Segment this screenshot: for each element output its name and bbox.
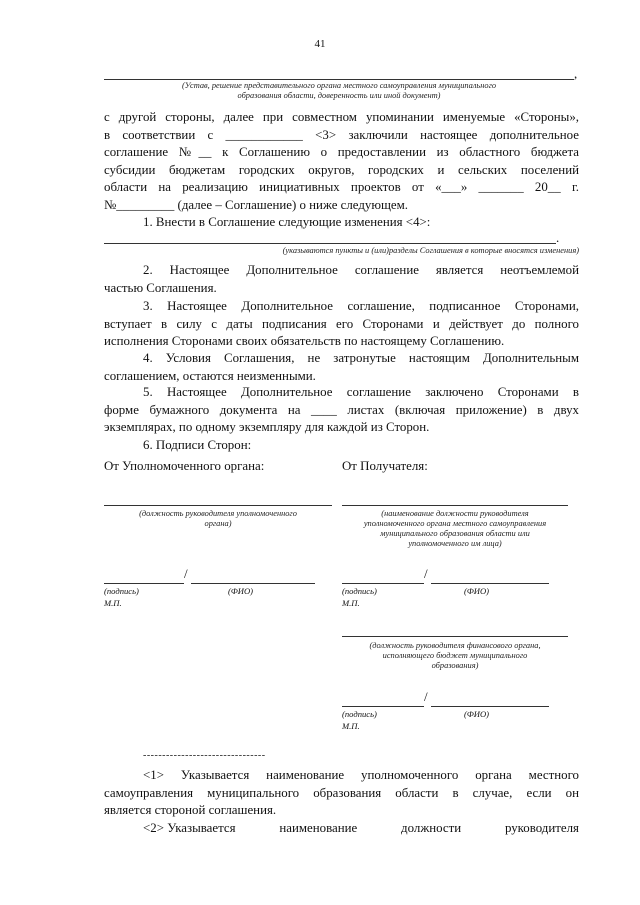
item-1-blank-line [104,243,556,244]
footnote-2: <2> Указывается наименование должности руководителя [143,821,579,835]
right-sign-line [342,583,424,584]
right-fio-line-2 [431,706,549,707]
left-sign-line [104,583,184,584]
page-number: 41 [314,38,326,50]
right-fin-hint: (должность руководителя финансового органа, исполняющего бюджет муниципального образования) [369,641,541,670]
left-signature-heading: От Уполномоченного органа: [104,459,265,473]
right-fio-label-2: (ФИО) [464,709,490,719]
left-fio-label: (ФИО) [228,586,254,596]
item-1-line-end: . [556,231,560,245]
right-sign-line-2 [342,706,424,707]
footnote-1: <1> Указывается наименование уполномоченного органа местного самоуправления муниципального образования области в случае, если он является стороной соглашения. [104,768,579,818]
left-sign-label: (подпись) [104,586,139,596]
item-1: 1. Внести в Соглашение следующие изменения <4>: [143,215,431,229]
right-fio-label: (ФИО) [464,586,490,596]
top-line-comma: , [574,67,578,81]
top-blank-line [104,79,574,80]
item-4: 4. Условия Соглашения, не затронутые настоящим Дополнительным соглашением, остаются неизменными. [104,351,579,383]
right-signature-heading: От Получателя: [342,459,428,473]
right-position-hint: (наименование должности руководителя уполномоченного органа местного самоуправления муниципального образования области или уполномоченного им лица) [363,509,547,548]
left-seal: М.П. [104,598,122,608]
right-fin-position-line [342,636,568,637]
right-sign-label-2: (подпись) [342,709,377,719]
right-fio-line [431,583,549,584]
item-1-hint: (указываются пункты и (или)разделы Соглашения в которые вносятся изменения) [282,246,579,255]
item-3: 3. Настоящее Дополнительное соглашение, подписанное Сторонами, вступает в силу с даты подписания его Сторонами и действует до полного исполнения Сторонами своих обязательств по настоящему Соглашению. [104,299,579,349]
right-seal-2: М.П. [342,721,360,731]
left-position-line [104,505,332,506]
right-seal: М.П. [342,598,360,608]
item-5: 5. Настоящее Дополнительное соглашение заключено Сторонами в форме бумажного документа на ____ листах (включая приложение) в двух экземплярах, по одному экземпляру для каждой из Сторон. [104,385,579,435]
item-6: 6. Подписи Сторон: [143,438,252,452]
left-sign-slash: / [184,566,188,581]
footnote-rule: -------------------------------- [143,750,266,761]
right-sign-slash: / [424,566,428,581]
right-sign-label: (подпись) [342,586,377,596]
right-position-line [342,505,568,506]
left-position-hint: (должность руководителя уполномоченного органа) [139,509,297,528]
item-2: 2. Настоящее Дополнительное соглашение является неотъемлемой частью Соглашения. [104,263,579,295]
top-hint: (Устав, решение представительного органа местного самоуправления муниципального образования области, доверенность или иной документ) [181,81,497,100]
left-fio-line [191,583,315,584]
intro-paragraph: с другой стороны, далее при совместном упоминании именуемые «Стороны», в соответствии с ____________ <3> заключили настоящее дополнительное соглашение №__ к Соглашению о предоставлении из областного бюджета субсидии бюджетам городских округов, городских и сельских поселений области на реализацию инициативных проектов от «___» _______ 20__ г. №_________ (далее – Соглашение) о ниже следующем. [104,110,579,212]
right-sign-slash-2: / [424,689,428,704]
